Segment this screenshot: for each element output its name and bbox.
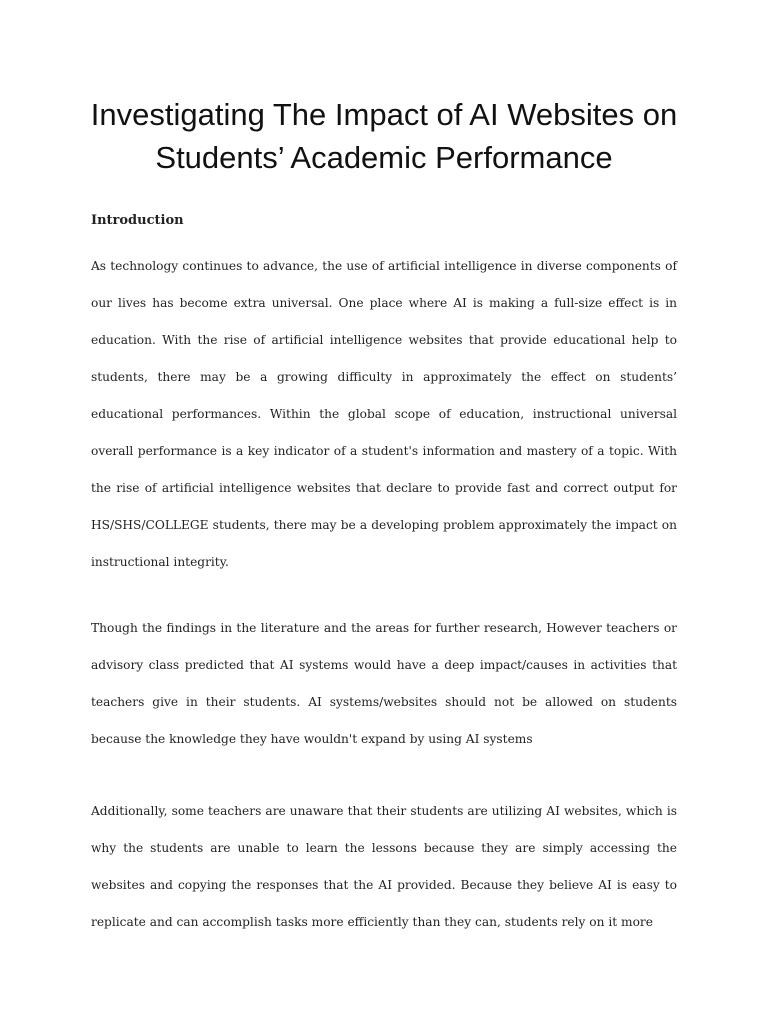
paragraph-2: Though the findings in the literature and the areas for further research, However teachers or advisory class predicted that AI systems would have a deep impact/causes in activities that teachers give in their students. AI systems/websites should not be allowed on students because the knowledge they have wouldn't expand by using AI systems	[91, 621, 677, 746]
section-heading: Introduction	[91, 213, 184, 228]
paragraph-3: Additionally, some teachers are unaware that their students are utilizing AI websites, which is why the students are unable to learn the lessons because they are simply accessing the websites and copying the responses that the AI provided. Because they believe AI is easy to replicate and can accomplish tasks more efficiently than they can, students rely on it more	[91, 804, 677, 929]
document-title: Investigating The Impact of AI Websites on Students’ Academic Performance	[90, 97, 678, 175]
paragraph-1: As technology continues to advance, the use of artificial intelligence in diverse components of our lives has become extra universal. One place where AI is making a full-size effect is in education. With the rise of artificial intelligence websites that provide educational help to students, there may be a growing difficulty in approximately the effect on students’ educational performances. Within the global scope of education, instructional universal overall performance is a key indicator of a student's information and mastery of a topic. With the rise of artificial intelligence websites that declare to provide fast and correct output for HS/SHS/COLLEGE students, there may be a developing problem approximately the impact on instructional integrity.	[91, 259, 677, 569]
